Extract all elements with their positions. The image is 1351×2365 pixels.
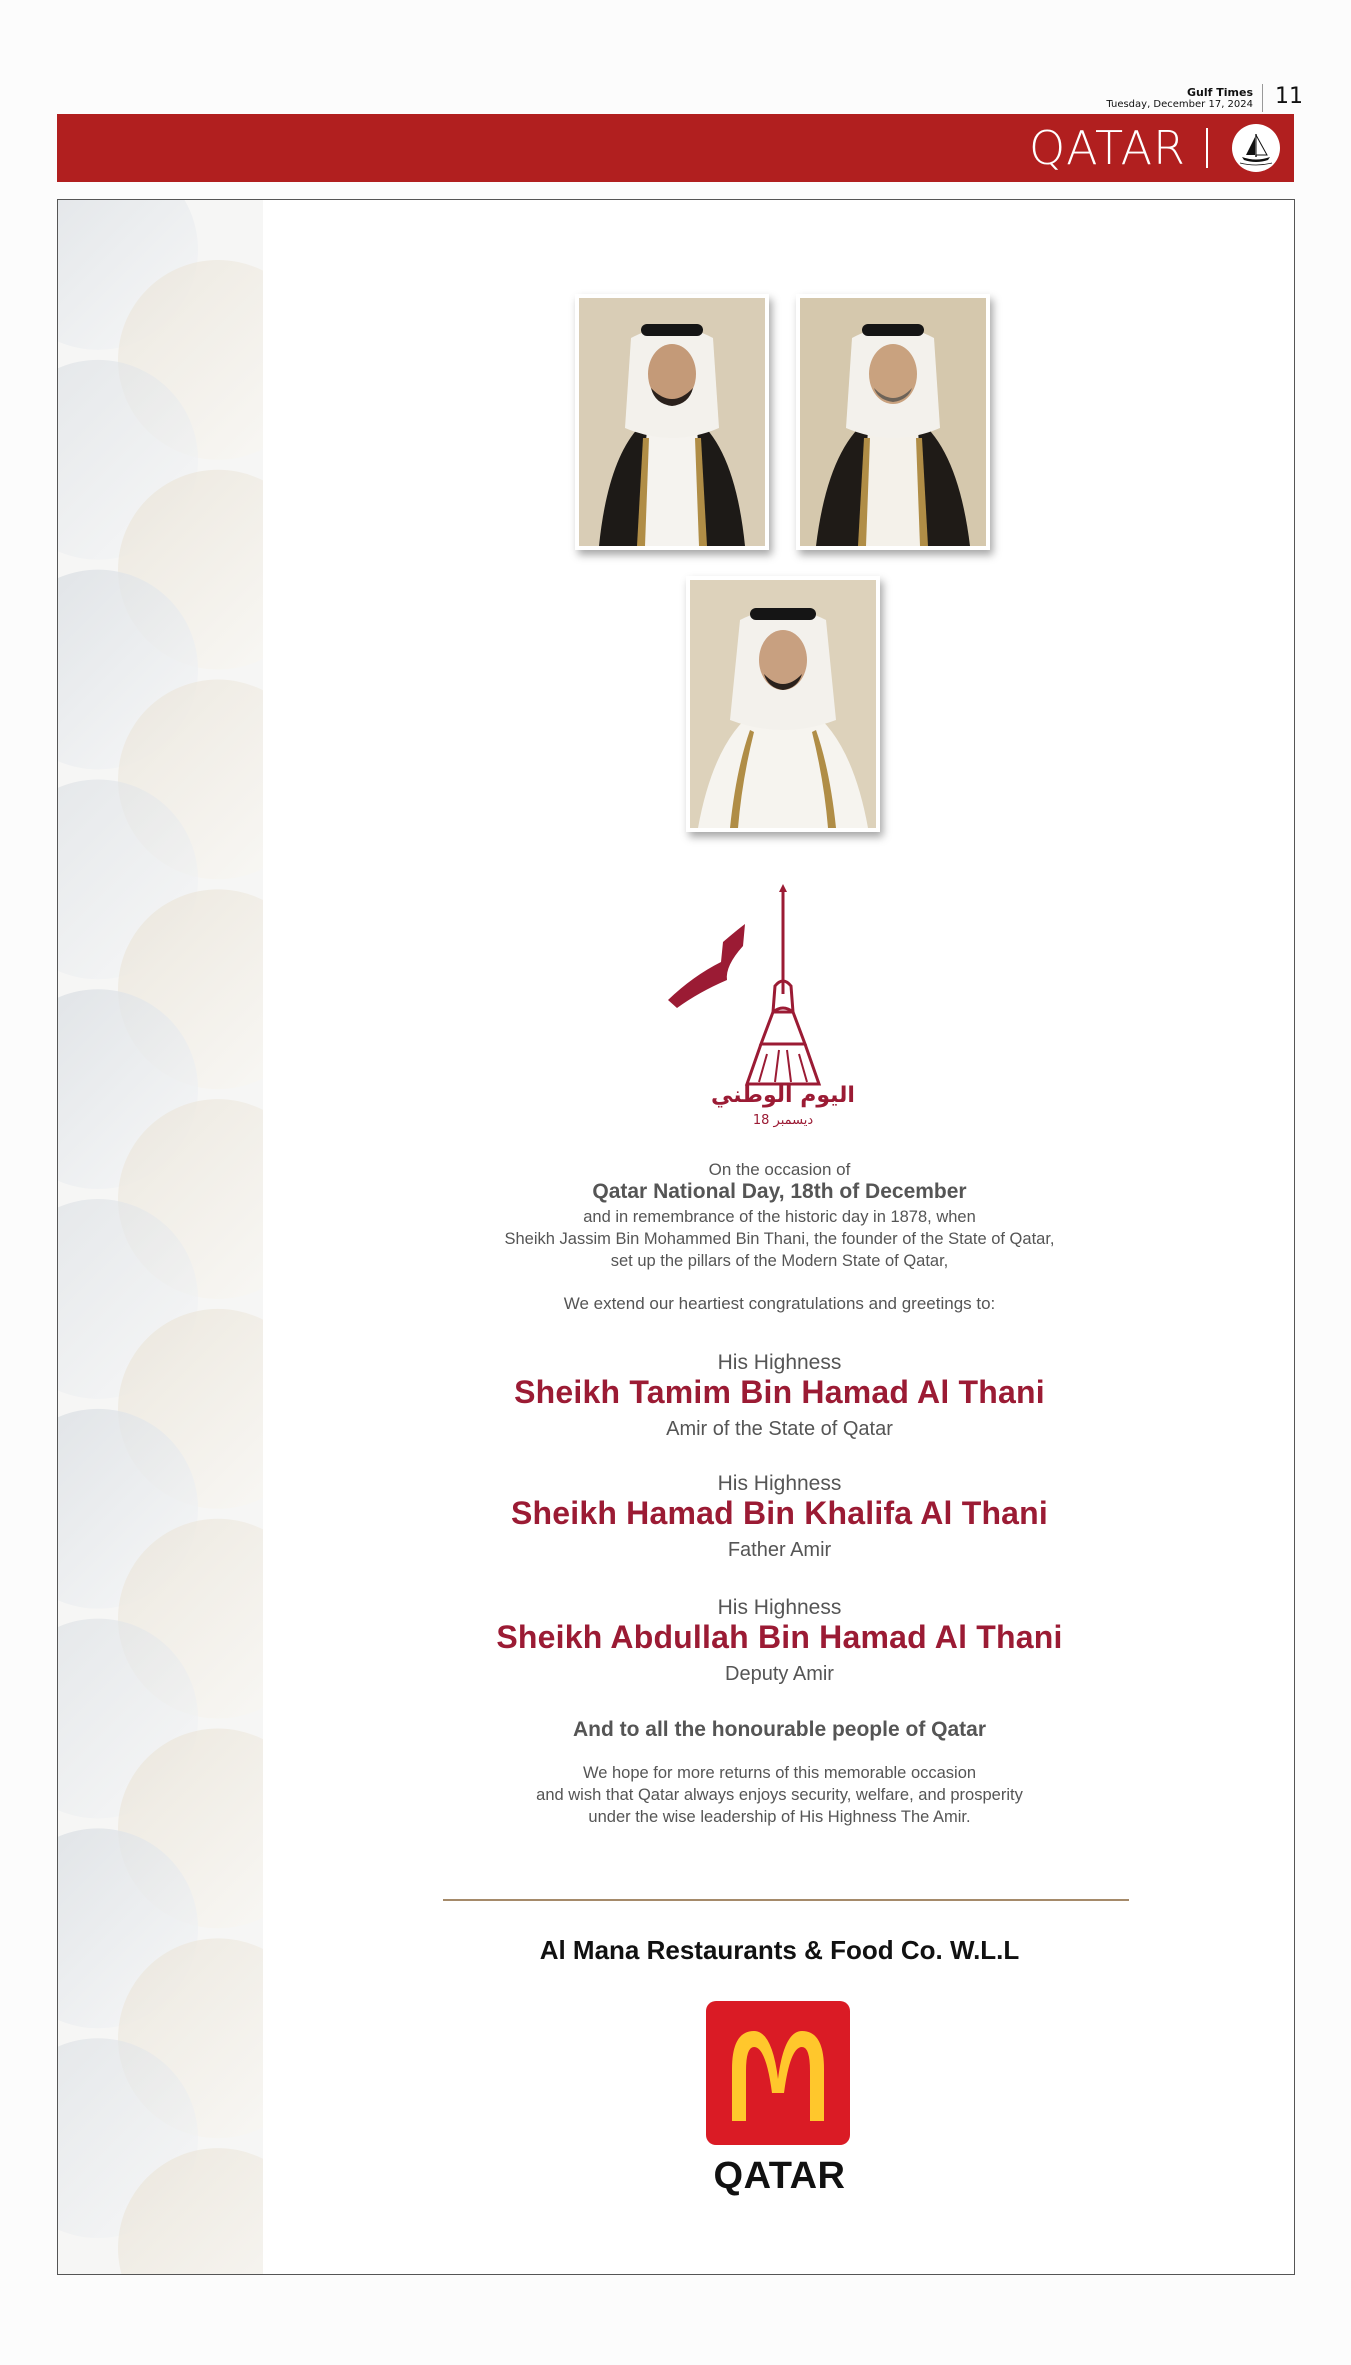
leader-name: Sheikh Tamim Bin Hamad Al Thani	[514, 1374, 1045, 1410]
portrait-amir	[575, 294, 769, 550]
wishes-line: and wish that Qatar always enjoys security, welfare, and prosperity	[536, 1786, 1023, 1804]
dhow-icon	[1232, 124, 1280, 172]
masthead	[0, 84, 1351, 114]
greeting-advertisement	[57, 199, 1295, 2275]
occasion-line: and in remembrance of the historic day in 1878, when	[583, 1208, 976, 1226]
divider-rule	[443, 1899, 1129, 1901]
emblem-date-label: 18 ديسمبر	[752, 1113, 814, 1128]
leader-name: Sheikh Hamad Bin Khalifa Al Thani	[510, 1495, 1049, 1531]
emblem-arabic-title: اليوم الوطني	[711, 1083, 855, 1108]
issue-date: Tuesday, December 17, 2024	[1106, 99, 1253, 110]
leader-title: Father Amir	[727, 1539, 832, 1561]
leader-honorific: His Highness	[717, 1596, 842, 1619]
portrait-deputy-amir	[686, 576, 880, 832]
occasion-body	[263, 1206, 1295, 1272]
wishes-line: under the wise leadership of His Highness The Amir.	[588, 1808, 971, 1826]
national-day-emblem	[663, 884, 903, 1134]
greeting-intro: We extend our heartiest congratulations and greetings to:	[563, 1294, 996, 1313]
decorative-pattern	[58, 200, 263, 2274]
leader-name: Sheikh Abdullah Bin Hamad Al Thani	[496, 1619, 1063, 1655]
wishes-line: We hope for more returns of this memorable occasion	[582, 1764, 977, 1782]
page-number: 11	[1275, 84, 1303, 109]
leader-title: Amir of the State of Qatar	[666, 1418, 893, 1440]
occasion-line: set up the pillars of the Modern State of Qatar,	[610, 1252, 949, 1270]
people-greeting: And to all the honourable people of Qatar	[572, 1718, 987, 1741]
section-title: QATAR	[1028, 121, 1186, 175]
national-day-title: Qatar National Day, 18th of December	[592, 1180, 967, 1203]
section-separator	[1206, 128, 1208, 168]
leader-title: Deputy Amir	[725, 1663, 834, 1685]
page-number-divider	[1262, 84, 1263, 112]
wishes-body	[263, 1762, 1295, 1828]
golden-arches-logo	[706, 2001, 850, 2145]
brand-country: QATAR	[713, 2155, 846, 2197]
company-name: Al Mana Restaurants & Food Co. W.L.L	[539, 1935, 1020, 1965]
portrait-father-amir	[796, 294, 990, 550]
occasion-intro: On the occasion of	[708, 1160, 851, 1179]
paper-name: Gulf Times	[1187, 86, 1253, 99]
occasion-line: Sheikh Jassim Bin Mohammed Bin Thani, the founder of the State of Qatar,	[504, 1230, 1055, 1248]
leader-honorific: His Highness	[717, 1472, 842, 1495]
section-bar	[57, 114, 1294, 182]
leader-honorific: His Highness	[717, 1351, 842, 1374]
